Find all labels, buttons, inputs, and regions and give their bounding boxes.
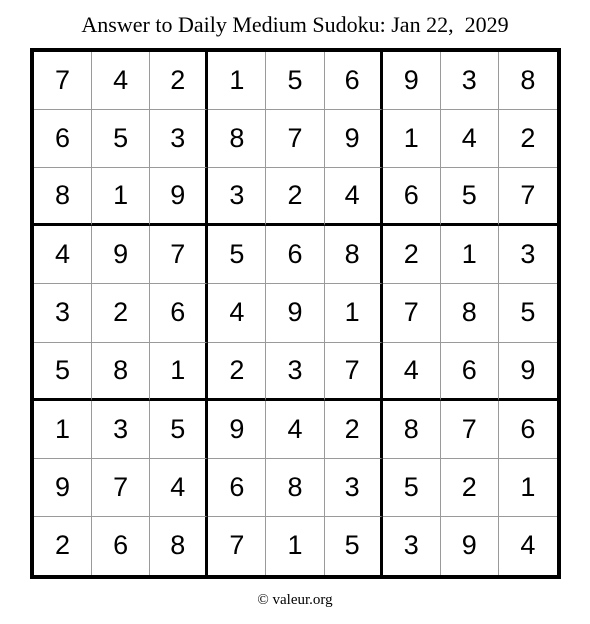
sudoku-cell: 6	[34, 110, 92, 168]
sudoku-cell: 1	[383, 110, 441, 168]
sudoku-cell: 3	[325, 459, 383, 517]
sudoku-cell: 4	[208, 284, 266, 342]
sudoku-cell: 1	[34, 401, 92, 459]
sudoku-cell: 1	[208, 52, 266, 110]
sudoku-cell: 7	[208, 517, 266, 575]
sudoku-cell: 5	[266, 52, 324, 110]
sudoku-cell: 7	[441, 401, 499, 459]
sudoku-cell: 5	[441, 168, 499, 226]
sudoku-cell: 5	[325, 517, 383, 575]
sudoku-cell: 2	[150, 52, 208, 110]
sudoku-cell: 1	[266, 517, 324, 575]
sudoku-cell: 9	[441, 517, 499, 575]
sudoku-cell: 9	[92, 226, 150, 284]
sudoku-cell: 3	[266, 343, 324, 401]
sudoku-cell: 6	[499, 401, 557, 459]
sudoku-cell: 7	[499, 168, 557, 226]
sudoku-cell: 8	[34, 168, 92, 226]
sudoku-cell: 8	[441, 284, 499, 342]
sudoku-cell: 5	[208, 226, 266, 284]
sudoku-board	[30, 48, 561, 579]
sudoku-cell: 2	[208, 343, 266, 401]
sudoku-cell: 3	[150, 110, 208, 168]
sudoku-cell: 1	[441, 226, 499, 284]
sudoku-cell: 9	[383, 52, 441, 110]
sudoku-cell: 9	[208, 401, 266, 459]
sudoku-cell: 3	[208, 168, 266, 226]
sudoku-cell: 2	[325, 401, 383, 459]
sudoku-cell: 5	[92, 110, 150, 168]
sudoku-cell: 9	[34, 459, 92, 517]
sudoku-cell: 6	[441, 343, 499, 401]
sudoku-cell: 8	[499, 52, 557, 110]
sudoku-cell: 9	[266, 284, 324, 342]
sudoku-cell: 4	[266, 401, 324, 459]
sudoku-cell: 4	[520, 530, 536, 561]
sudoku-cell: 8	[266, 459, 324, 517]
sudoku-cell: 6	[325, 52, 383, 110]
sudoku-cell: 9	[150, 168, 208, 226]
sudoku-cell: 7	[150, 226, 208, 284]
sudoku-cell: 8	[325, 226, 383, 284]
sudoku-cell: 6	[150, 284, 208, 342]
sudoku-cell: 3	[383, 517, 441, 575]
sudoku-cell: 1	[325, 284, 383, 342]
sudoku-cell: 5	[499, 284, 557, 342]
sudoku-cell: 2	[34, 517, 92, 575]
sudoku-cell: 9	[325, 110, 383, 168]
sudoku-cell: 3	[441, 52, 499, 110]
sudoku-cell: 2	[92, 284, 150, 342]
sudoku-cell: 4	[92, 52, 150, 110]
sudoku-cell: 1	[92, 168, 150, 226]
sudoku-cell: 8	[92, 343, 150, 401]
sudoku-cell: 3	[499, 226, 557, 284]
sudoku-cell: 8	[383, 401, 441, 459]
sudoku-cell: 4	[383, 343, 441, 401]
sudoku-cell: 6	[266, 226, 324, 284]
sudoku-cell: 7	[266, 110, 324, 168]
sudoku-cell: 4	[325, 168, 383, 226]
sudoku-cell: 4	[34, 226, 92, 284]
sudoku-cell: 7	[325, 343, 383, 401]
sudoku-cell: 2	[383, 226, 441, 284]
sudoku-cell: 8	[208, 110, 266, 168]
sudoku-cell: 7	[92, 459, 150, 517]
page-title: Answer to Daily Medium Sudoku: Jan 22, 2029	[81, 12, 509, 37]
sudoku-cell: 5	[150, 401, 208, 459]
sudoku-cell: 3	[92, 401, 150, 459]
copyright-footer: © valeur.org	[257, 592, 333, 608]
sudoku-cell: 4	[441, 110, 499, 168]
sudoku-cell: 4	[150, 459, 208, 517]
sudoku-cell: 2	[441, 459, 499, 517]
sudoku-cell: 1	[499, 459, 557, 517]
sudoku-cell: 2	[266, 168, 324, 226]
sudoku-cell: 6	[92, 517, 150, 575]
sudoku-cell: 9	[499, 343, 557, 401]
sudoku-cell: 5	[34, 343, 92, 401]
sudoku-cell: 6	[208, 459, 266, 517]
sudoku-cell: 8	[150, 517, 208, 575]
sudoku-cell: 7	[34, 52, 92, 110]
sudoku-cell: 7	[383, 284, 441, 342]
sudoku-cell: 3	[34, 284, 92, 342]
sudoku-cell: 2	[499, 110, 557, 168]
sudoku-cell: 1	[150, 343, 208, 401]
sudoku-cell: 5	[383, 459, 441, 517]
sudoku-cell: 6	[383, 168, 441, 226]
